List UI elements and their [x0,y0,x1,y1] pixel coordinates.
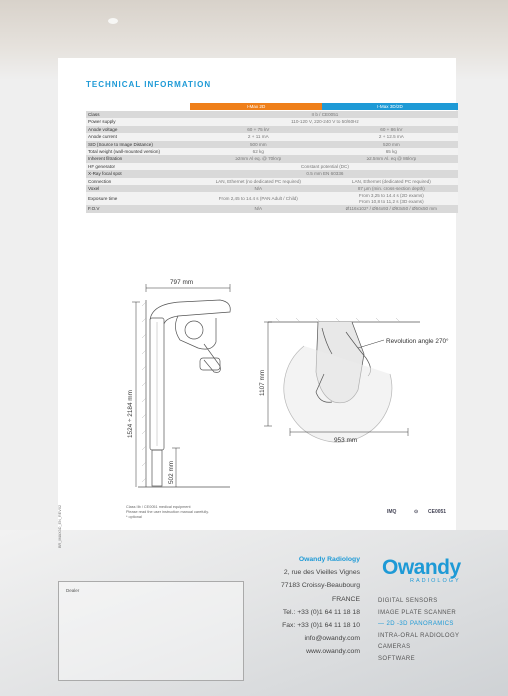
list-item: CAMERAS [378,644,411,651]
address-country: FRANCE [332,595,360,603]
table-row: Anode current 2 + 11 mA 2 + 12.5 mA [86,133,458,140]
dim-floor-clearance: 502 mm [168,460,175,484]
imq-logo: IMQ [387,509,397,515]
list-item: INTRA-ORAL RADIOLOGY [378,632,460,639]
dim-arm-width: 953 mm [334,437,358,444]
company-address [281,553,360,659]
dim-height-range: 1524 ÷ 2184 mm [127,390,134,438]
ce-mark: CE0051 [428,509,447,515]
footnote: Class IIb / CE0051 medical equipment Please read the user instruction manual carefully. * optional [126,505,209,519]
table-row: Exposure time From 2,45 to 14.4 s (PAN Adult / Child) From 3,25 to 14.4 s (2D exams) From 10,8 to 11,2 s (3D exams) [86,192,458,205]
iso-icon: ⊙ [414,509,419,515]
technical-drawing [120,262,460,498]
list-item: SOFTWARE [378,655,415,662]
document-code: BR_IMAX3D_EN_REV02 [58,504,62,548]
table-row: Inherent filtration ≥2mm Al eq. @ 70kVp ≥2.5mm Al. eq @ 86kVp [86,155,458,162]
table-row: Connection LAN, Ethernet (no dedicated PC required) LAN, Ethernet (dedicated PC required) [86,178,458,185]
email-link[interactable]: info@owandy.com [304,635,360,643]
column-header-imax-2d: I-Max 2D [190,103,322,110]
address-street: 2, rue des Vieilles Vignes [283,569,360,577]
phone: Tel.: +33 (0)1 64 11 18 18 [282,608,360,616]
company-name: Owandy Radiology [298,556,360,563]
column-header-imax-3d2d: I-Max 3D/2D [322,103,458,110]
table-row: X-Ray focal spot 0.5 mm EN 60336 [86,170,458,177]
table-row: Anode voltage 60 + 75 kV 60 + 86 kV [86,126,458,133]
address-city: 77183 Croissy-Beaubourg [281,582,360,590]
product-list [378,596,459,666]
owandy-logo: Owandy [382,556,461,579]
owandy-logo-sub: RADIOLOGY [410,578,461,584]
dim-arm-height: 1107 mm [259,369,266,396]
website-link[interactable]: www.owandy.com [306,648,360,656]
list-item: — 2D -3D PANORAMICS [378,619,459,631]
list-item: IMAGE PLATE SCANNER [378,609,457,616]
top-view [268,318,420,442]
list-item: DIGITAL SENSORS [378,598,438,604]
table-row: Voxel N/A 87 μm (min. cross-section depth) [86,185,458,192]
spec-table [86,103,458,213]
side-view [138,300,230,487]
fax: Fax: +33 (0)1 64 11 18 10 [282,622,360,630]
table-row: Power supply 110-120 V, 220-240 V to 50/60Hz [86,118,458,125]
ceiling-light [108,18,118,24]
dealer-box [58,581,244,681]
table-row: SID (Source to Image Distance) 500 mm 520 mm [86,141,458,148]
revolution-angle-label: Revolution angle 270° [386,338,449,345]
table-row: Class II b / CE0051 [86,111,458,118]
dim-width-top: 797 mm [170,279,194,286]
section-title: TECHNICAL INFORMATION [86,80,212,89]
table-row: F.O.V N/A Ø116x102* / Ø84x93 / Ø93x50 / Ø50x50 mm [86,205,458,212]
table-row: Total weight (wall-mounted version) 62 kg 65 kg [86,148,458,155]
dealer-label: Dealer [66,588,80,593]
table-row: HF generator Constant potential (DC) [86,163,458,170]
